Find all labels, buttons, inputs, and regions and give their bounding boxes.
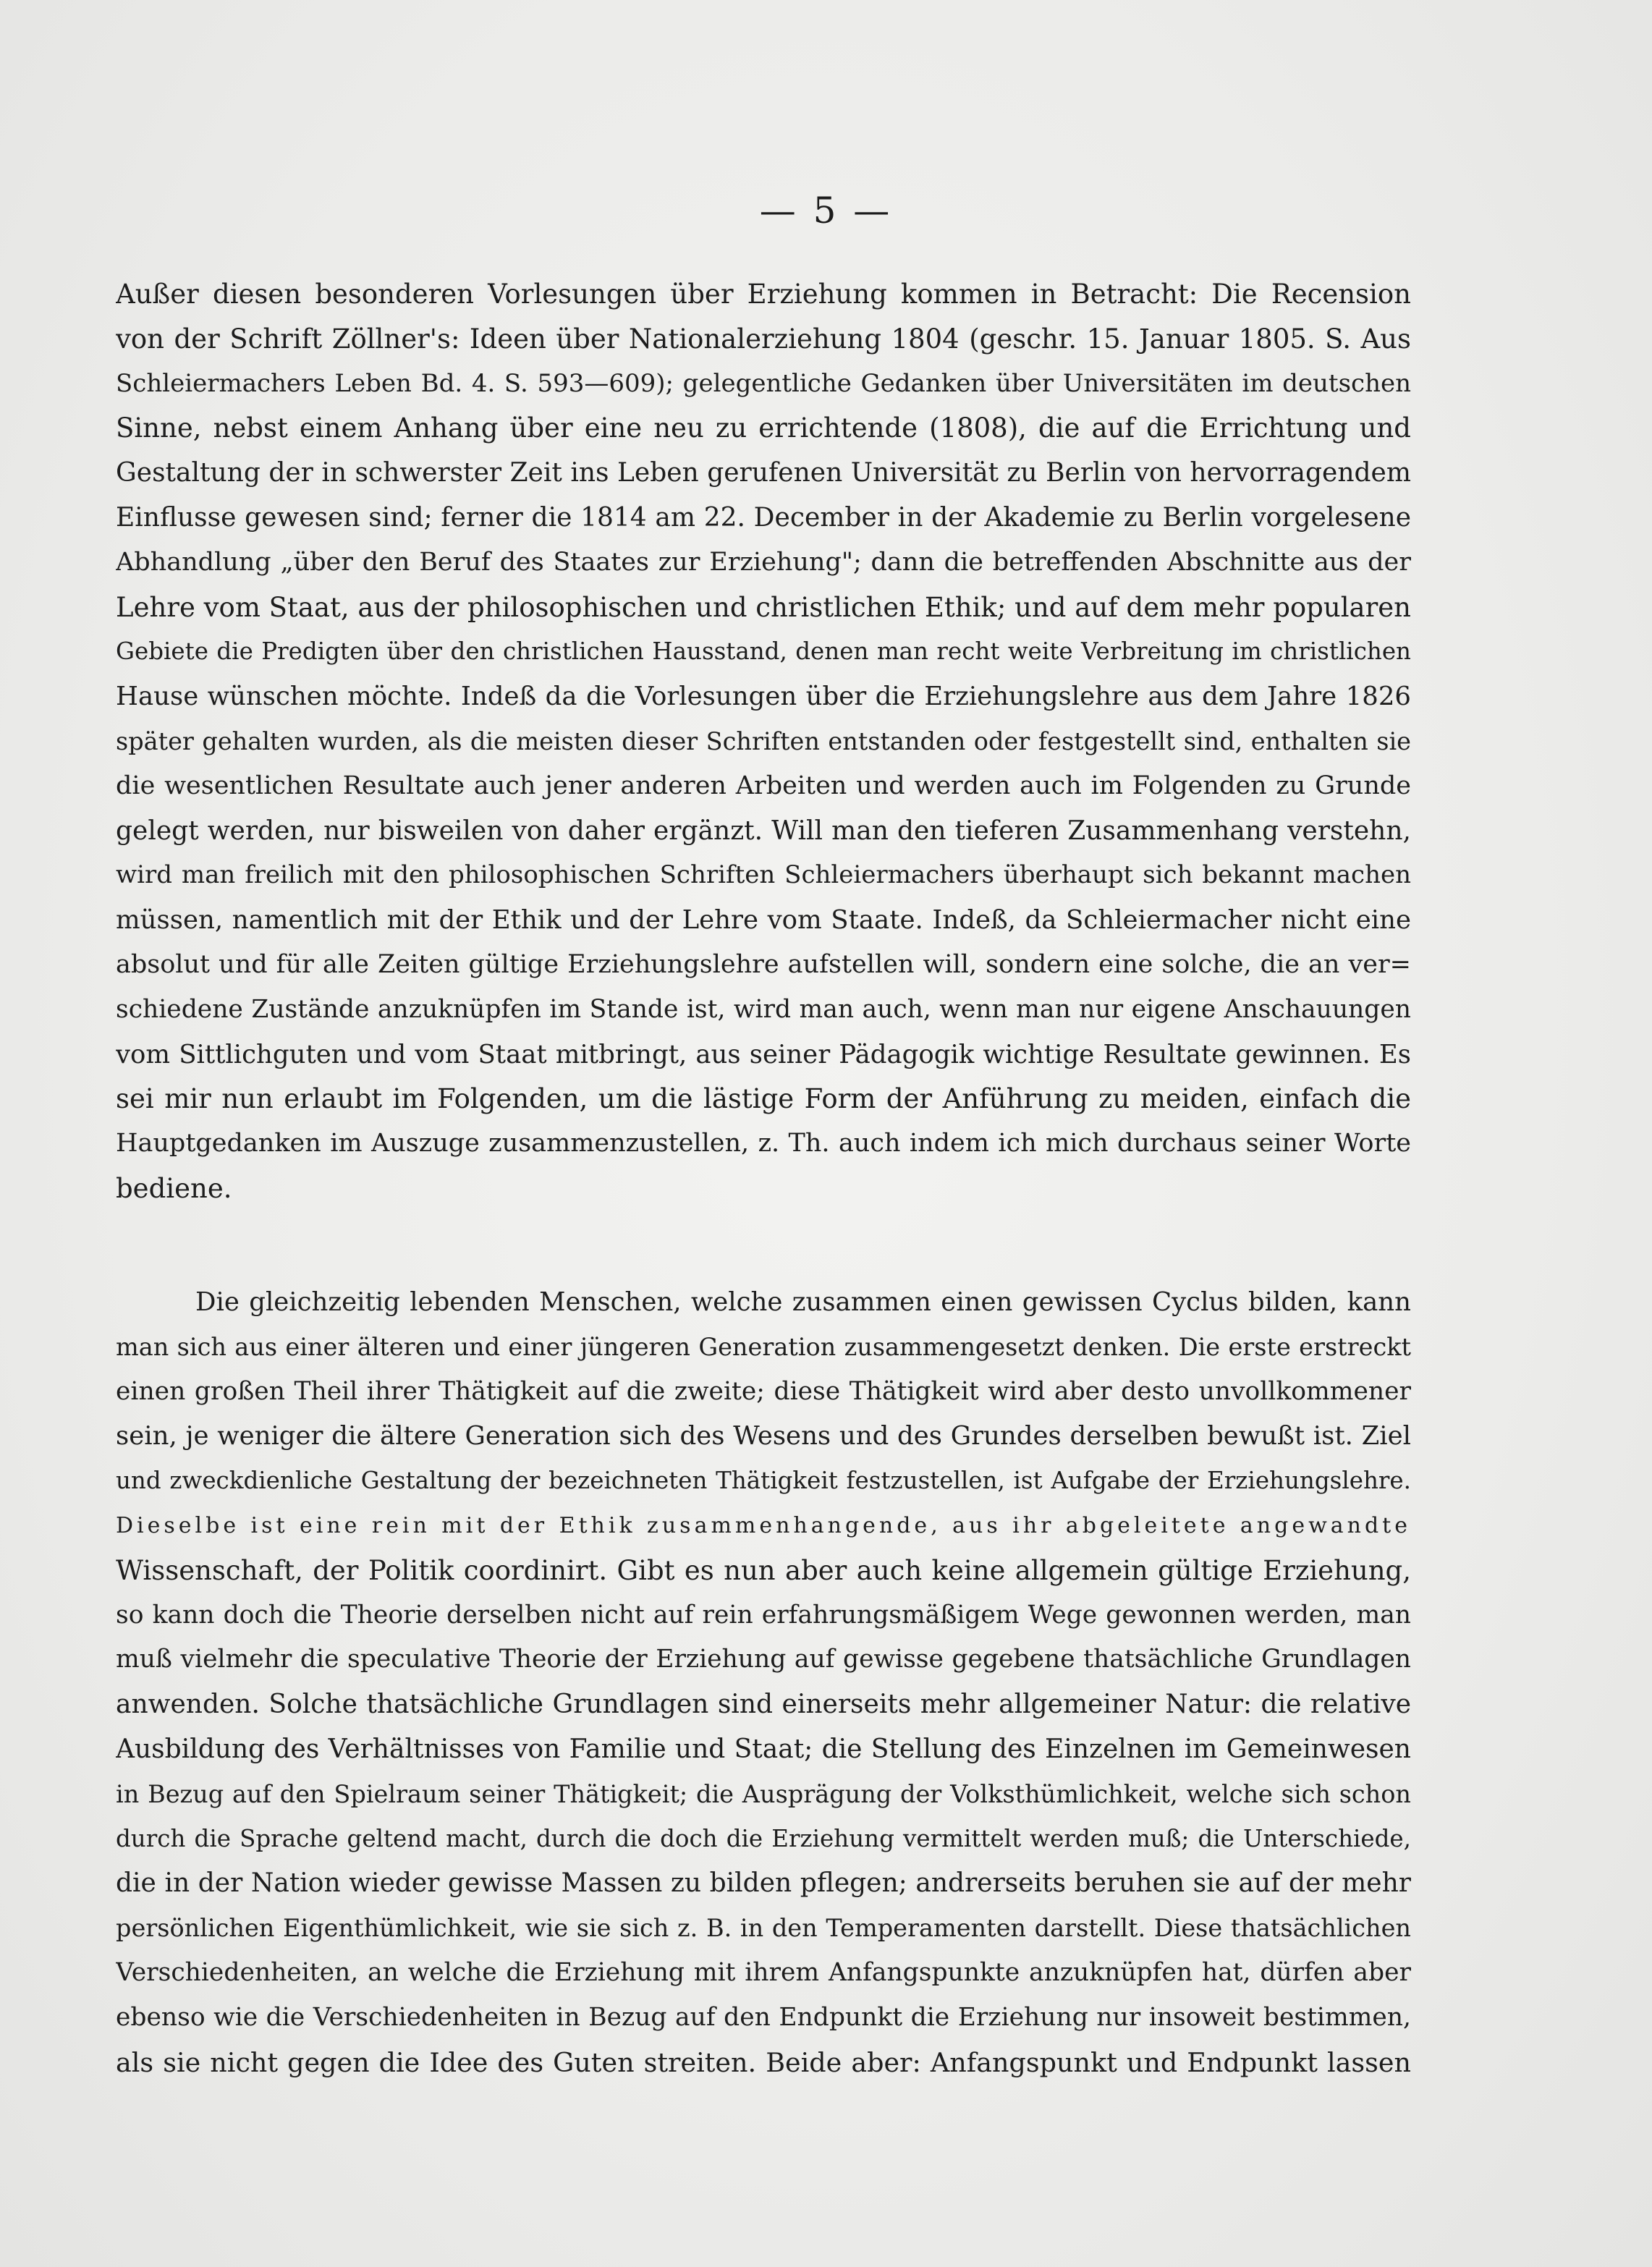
text-line: persönlichen Eigenthümlichkeit, wie sie sich z. B. in den Temperamenten darstellt. Diese thatsächlichen	[116, 1914, 1411, 1943]
text-line: Gebiete die Predigten über den christlichen Hausstand, denen man recht weite Verbreitung im christlichen	[116, 637, 1411, 666]
text-line: müssen, namentlich mit der Ethik und der Lehre vom Staate. Indeß, da Schleiermacher nicht eine	[116, 905, 1411, 936]
text-line: Abhandlung „über den Beruf des Staates zur Erziehung"; dann die betreffenden Abschnitte aus der	[116, 547, 1411, 577]
text-line: durch die Sprache geltend macht, durch die doch die Erziehung vermittelt werden muß; die Unterschiede,	[116, 1824, 1411, 1852]
text-line: schiedene Zustände anzuknüpfen im Stande ist, wird man auch, wenn man nur eigene Anschauungen	[116, 994, 1411, 1024]
text-line: von der Schrift Zöllner's: Ideen über Nationalerziehung 1804 (geschr. 15. Januar 1805. S. Aus	[116, 323, 1411, 355]
paragraph-2	[116, 1280, 1411, 2085]
text-line: Außer diesen besonderen Vorlesungen über Erziehung kommen in Betracht: Die Recension	[116, 279, 1411, 310]
text-line: Lehre vom Staat, aus der philosophischen und christlichen Ethik; und auf dem mehr popularen	[116, 591, 1411, 623]
text-line: sei mir nun erlaubt im Folgenden, um die lästige Form der Anführung zu meiden, einfach die	[116, 1083, 1411, 1115]
text-line: einen großen Theil ihrer Thätigkeit auf die zweite; diese Thätigkeit wird aber desto unvollkommener	[116, 1376, 1411, 1406]
text-line: sein, je weniger die ältere Generation sich des Wesens und des Grundes derselben bewußt ist. Ziel	[116, 1421, 1411, 1452]
text-line: anwenden. Solche thatsächliche Grundlagen sind einerseits mehr allgemeiner Natur: die relative	[116, 1690, 1411, 1720]
text-line: die in der Nation wieder gewisse Massen zu bilden pflegen; andrerseits beruhen sie auf der mehr	[116, 1868, 1411, 1899]
text-line: so kann doch die Theorie derselben nicht auf rein erfahrungsmäßigem Wege gewonnen werden, man	[116, 1600, 1411, 1630]
text-line: die wesentlichen Resultate auch jener anderen Arbeiten und werden auch im Folgenden zu Grunde	[116, 771, 1411, 800]
text-line: Schleiermachers Leben Bd. 4. S. 593—609); gelegentliche Gedanken über Universitäten im deutschen	[116, 368, 1411, 398]
text-line: Hauptgedanken im Auszuge zusammenzustellen, z. Th. auch indem ich mich durchaus seiner Worte	[116, 1129, 1411, 1158]
text-line: man sich aus einer älteren und einer jüngeren Generation zusammengesetzt denken. Die erste erstreckt	[116, 1332, 1411, 1361]
paragraph-1	[116, 272, 1411, 1211]
text-line: Ausbildung des Verhältnisses von Familie und Staat; die Stellung des Einzelnen im Gemeinwesen	[116, 1734, 1411, 1764]
text-line: Dieselbe ist eine rein mit der Ethik zusammenhangende, aus ihr abgeleitete angewandte	[116, 1512, 1411, 1538]
text-line: muß vielmehr die speculative Theorie der Erziehung auf gewisse gegebene thatsächliche Grundlagen	[116, 1645, 1411, 1674]
text-line: vom Sittlichguten und vom Staat mitbringt, aus seiner Pädagogik wichtige Resultate gewinnen. Es	[116, 1039, 1411, 1069]
text-line: in Bezug auf den Spielraum seiner Thätigkeit; die Ausprägung der Volksthümlichkeit, welche sich schon	[116, 1779, 1411, 1808]
text-line: Einflusse gewesen sind; ferner die 1814 am 22. December in der Akademie zu Berlin vorgelesene	[116, 502, 1411, 533]
text-line: Gestaltung der in schwerster Zeit ins Leben gerufenen Universität zu Berlin von hervorragendem	[116, 458, 1411, 488]
text-line: Hause wünschen möchte. Indeß da die Vorlesungen über die Erziehungslehre aus dem Jahre 1826	[116, 682, 1411, 712]
text-line: bediene.	[116, 1172, 232, 1204]
text-line: Sinne, nebst einem Anhang über eine neu zu errichtende (1808), die auf die Errichtung und	[116, 412, 1411, 444]
text-line: später gehalten wurden, als die meisten dieser Schriften entstanden oder festgestellt sind, enthalten sie	[116, 726, 1411, 755]
text-line: gelegt werden, nur bisweilen von daher ergänzt. Will man den tieferen Zusammenhang verstehn,	[116, 815, 1411, 846]
text-line: ebenso wie die Verschiedenheiten in Bezug auf den Endpunkt die Erziehung nur insoweit bestimmen,	[116, 2002, 1411, 2032]
page-number: — 5 —	[759, 190, 893, 232]
text-line: wird man freilich mit den philosophischen Schriften Schleiermachers überhaupt sich bekannt machen	[116, 860, 1411, 890]
text-line: Verschiedenheiten, an welche die Erziehung mit ihrem Anfangspunkte anzuknüpfen hat, dürfen aber	[116, 1957, 1411, 1987]
text-line: Wissenschaft, der Politik coordinirt. Gibt es nun aber auch keine allgemein gültige Erziehung,	[116, 1554, 1411, 1586]
text-line: absolut und für alle Zeiten gültige Erziehungslehre aufstellen will, sondern eine solche, die an ver=	[116, 949, 1411, 979]
text-line: und zweckdienliche Gestaltung der bezeichneten Thätigkeit festzustellen, ist Aufgabe der Erziehungslehre.	[116, 1467, 1411, 1495]
text-line: als sie nicht gegen die Idee des Guten streiten. Beide aber: Anfangspunkt und Endpunkt lassen	[116, 2046, 1411, 2078]
text-line: Die gleichzeitig lebenden Menschen, welche zusammen einen gewissen Cyclus bilden, kann	[195, 1287, 1411, 1317]
